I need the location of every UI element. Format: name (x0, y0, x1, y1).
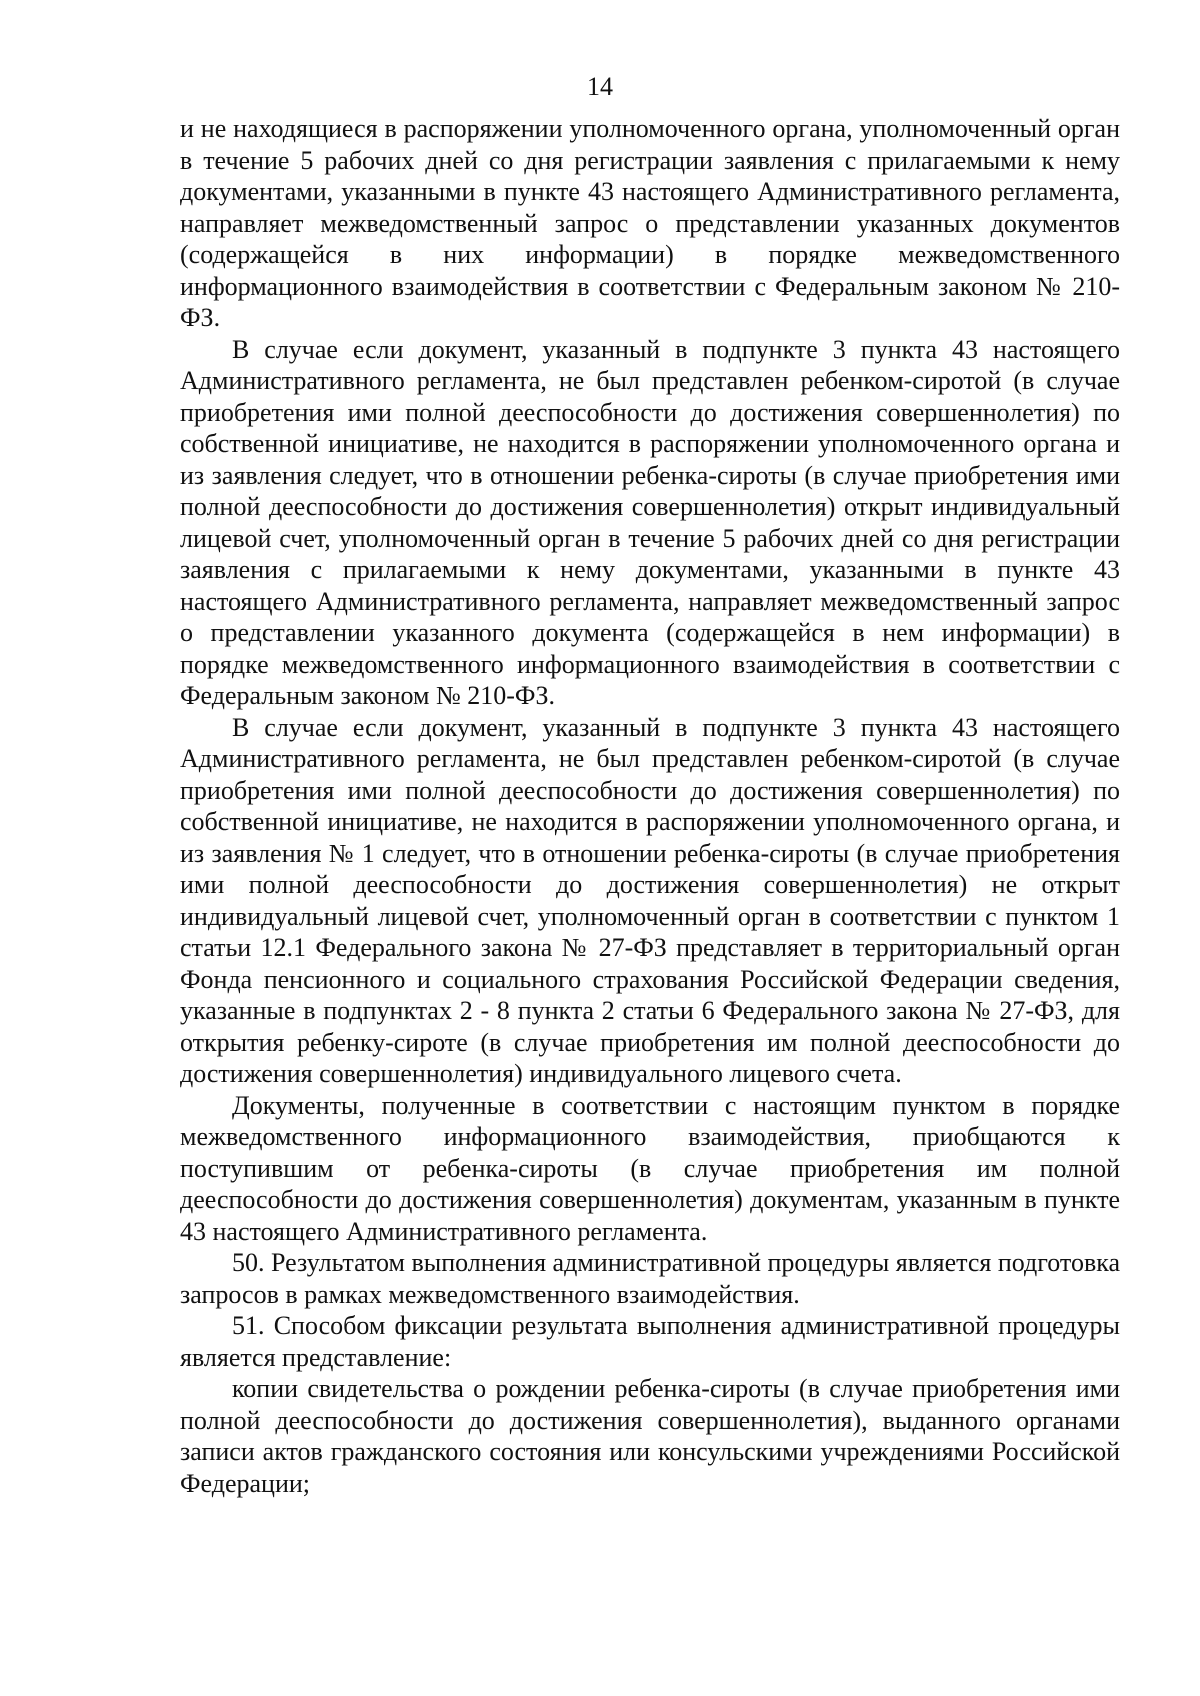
paragraph-continuation: и не находящиеся в распоряжении уполномоченного органа, уполномоченный орган в течение 5 рабочих дней со дня регистрации заявления с прилагаемыми к нему документами, указанными в пункте 43 настоящего Административного регламента, направляет межведомственный запрос о представлении указанных документов (содержащейся в них информации) в порядке межведомственного информационного взаимодействия в соответствии с Федеральным законом № 210-ФЗ. (180, 114, 1120, 332)
document-body (180, 113, 1120, 1499)
paragraph-item-50: 50. Результатом выполнения административной процедуры является подготовка запросов в рамках межведомственного взаимодействия. (180, 1248, 1120, 1309)
paragraph-account-opened: В случае если документ, указанный в подпункте 3 пункта 43 настоящего Административного регламента, не был представлен ребенком-сиротой (в случае приобретения ими полной дееспособности до достижения совершеннолетия) по собственной инициативе, не находится в распоряжении уполномоченного органа и из заявления следует, что в отношении ребенка-сироты (в случае приобретения ими полной дееспособности до достижения совершеннолетия) открыт индивидуальный лицевой счет, уполномоченный орган в течение 5 рабочих дней со дня регистрации заявления с прилагаемыми к нему документами, указанными в пункте 43 настоящего Административного регламента, направляет межведомственный запрос о представлении указанного документа (содержащейся в нем информации) в порядке межведомственного информационного взаимодействия в соответствии с Федеральным законом № 210-ФЗ. (180, 334, 1120, 710)
paragraph-account-not-opened: В случае если документ, указанный в подпункте 3 пункта 43 настоящего Административного регламента, не был представлен ребенком-сиротой (в случае приобретения ими полной дееспособности до достижения совершеннолетия) по собственной инициативе, не находится в распоряжении уполномоченного органа, и из заявления № 1 следует, что в отношении ребенка-сироты (в случае приобретения ими полной дееспособности до достижения совершеннолетия) не открыт индивидуальный лицевой счет, уполномоченный орган в соответствии с пунктом 1 статьи 12.1 Федерального закона № 27-ФЗ представляет в территориальный орган Фонда пенсионного и социального страхования Российской Федерации сведения, указанные в подпунктах 2 - 8 пункта 2 статьи 6 Федерального закона № 27-ФЗ, для открытия ребенку-сироте (в случае приобретения им полной дееспособности до достижения совершеннолетия) индивидуального лицевого счета. (180, 712, 1120, 1088)
page-number: 14 (587, 72, 613, 101)
paragraph-item-51: 51. Способом фиксации результата выполнения административной процедуры является представление: (180, 1311, 1120, 1372)
paragraph-documents-attached: Документы, полученные в соответствии с настоящим пунктом в порядке межведомственного информационного взаимодействия, приобщаются к поступившим от ребенка-сироты (в случае приобретения им полной дееспособности до достижения совершеннолетия) документам, указанным в пункте 43 настоящего Административного регламента. (180, 1090, 1120, 1246)
paragraph-birth-certificate: копии свидетельства о рождении ребенка-сироты (в случае приобретения ими полной дееспособности до достижения совершеннолетия), выданного органами записи актов гражданского состояния или консульскими учреждениями Российской Федерации; (180, 1374, 1120, 1498)
